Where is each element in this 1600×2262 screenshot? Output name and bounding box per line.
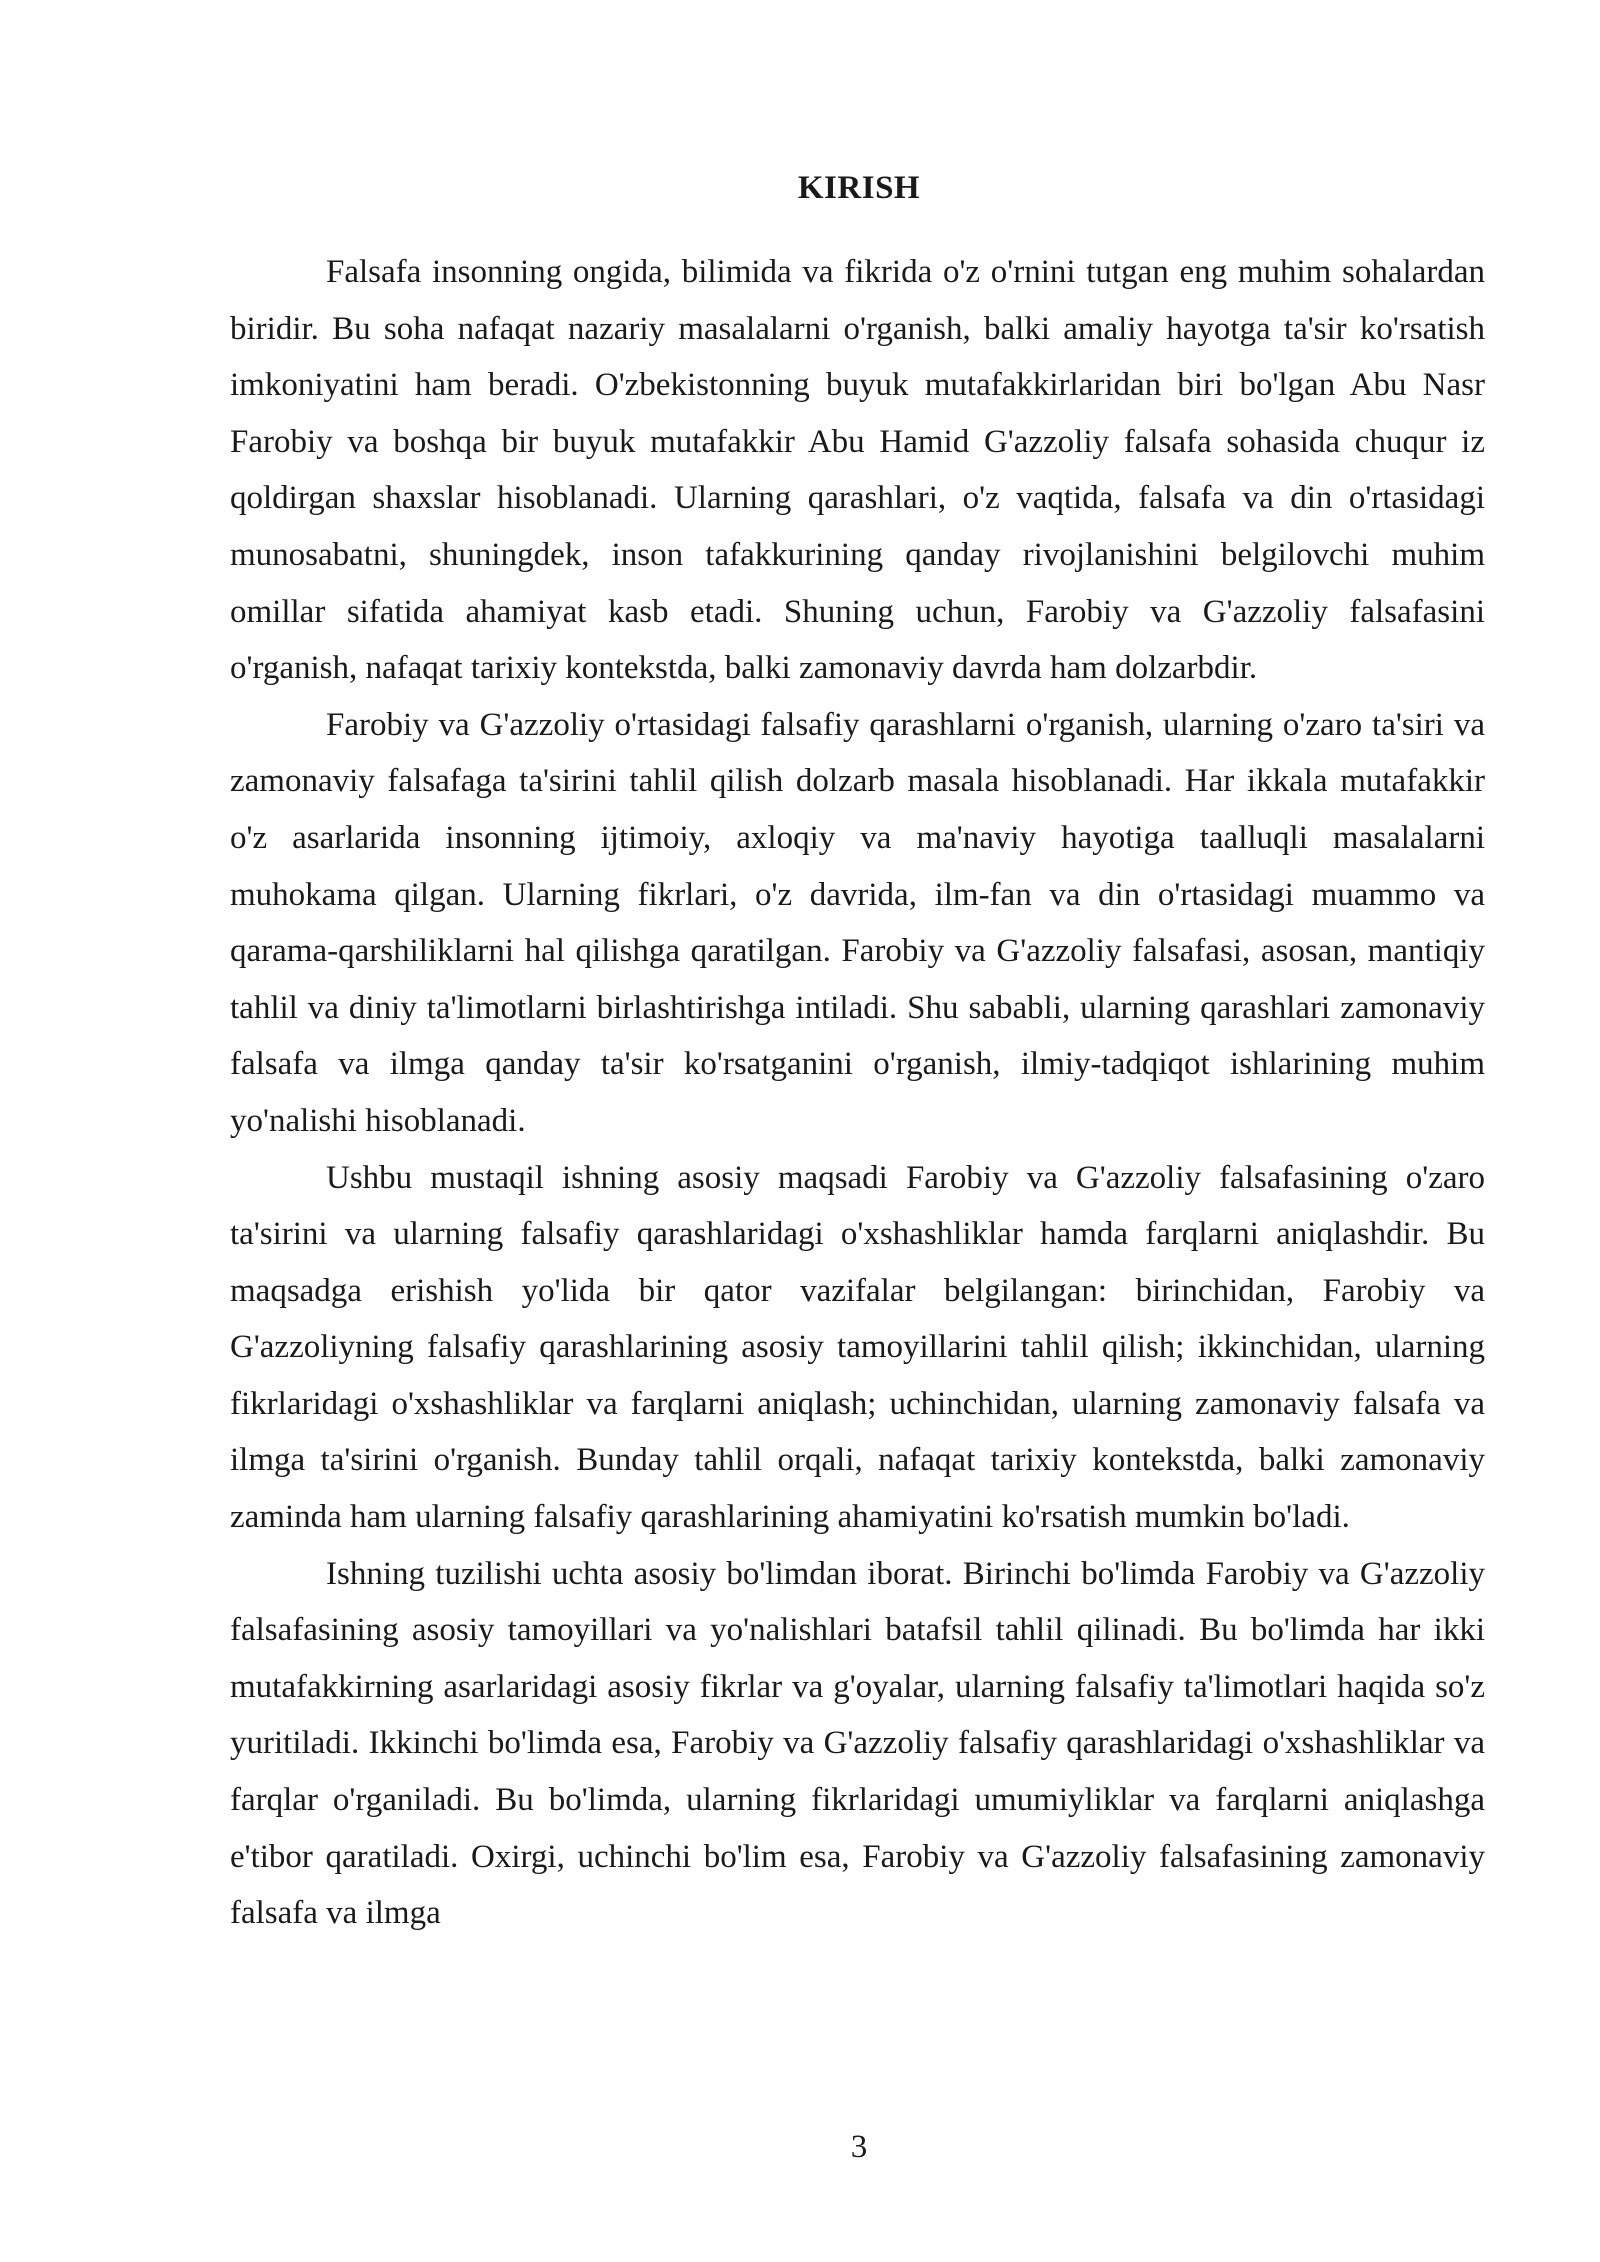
section-heading: KIRISH xyxy=(797,170,921,206)
paragraph: Ushbu mustaqil ishning asosiy maqsadi Farobiy va G'azzoliy falsafasining o'zaro ta'sirini va ularning falsafiy qarashlaridagi o'xshashliklar hamda farqlarni aniqlashdir. Bu maqsadga erishish yo'lida bir qator vazifalar belgilangan: birinchidan, Farobiy va G'azzoliyning falsafiy qarashlarining asosiy tamoyillarini tahlil qilish; ikkinchidan, ularning fikrlaridagi o'xshashliklar va farqlarni aniqlash; uchinchidan, ularning zamonaviy falsafa va ilmga ta'sirini o'rganish. Bunday tahlil orqali, nafaqat tarixiy kontekstda, balki zamonaviy zaminda ham ularning falsafiy qarashlarining ahamiyatini ko'rsatish mumkin bo'ladi. xyxy=(230,1159,1485,1536)
page-number: 3 xyxy=(850,2129,868,2165)
paragraph: Ishning tuzilishi uchta asosiy bo'limdan iborat. Birinchi bo'limda Farobiy va G'azzoliy falsafasining asosiy tamoyillari va yo'nalishlari batafsil tahlil qilinadi. Bu bo'limda har ikki mutafakkirning asarlaridagi asosiy fikrlar va g'oyalar, ularning falsafiy ta'limotlari haqida so'z yuritiladi. Ikkinchi bo'limda esa, Farobiy va G'azzoliy falsafiy qarashlaridagi o'xshashliklar va farqlar o'rganiladi. Bu bo'limda, ularning fikrlaridagi umumiyliklar va farqlarni aniqlashga e'tibor qaratiladi. Oxirgi, uchinchi bo'lim esa, Farobiy va G'azzoliy falsafasining zamonaviy falsafa va ilmga xyxy=(230,1555,1485,1932)
paragraph: Farobiy va G'azzoliy o'rtasidagi falsafiy qarashlarni o'rganish, ularning o'zaro ta'siri va zamonaviy falsafaga ta'sirini tahlil qilish dolzarb masala hisoblanadi. Har ikkala mutafakkir o'z asarlarida insonning ijtimoiy, axloqiy va ma'naviy hayotiga taalluqli masalalarni muhokama qilgan. Ularning fikrlari, o'z davrida, ilm-fan va din o'rtasidagi muammo va qarama-qarshiliklarni hal qilishga qaratilgan. Farobiy va G'azzoliy falsafasi, asosan, mantiqiy tahlil va diniy ta'limotlarni birlashtirishga intiladi. Shu sababli, ularning qarashlari zamonaviy falsafa va ilmga qanday ta'sir ko'rsatganini o'rganish, ilmiy-tadqiqot ishlarining muhim yo'nalishi hisoblanadi. xyxy=(230,706,1485,1139)
body-text xyxy=(230,244,1485,1942)
paragraph: Falsafa insonning ongida, bilimida va fikrida o'z o'rnini tutgan eng muhim sohalardan biridir. Bu soha nafaqat nazariy masalalarni o'rganish, balki amaliy hayotga ta'sir ko'rsatish imkoniyatini ham beradi. O'zbekistonning buyuk mutafakkirlaridan biri bo'lgan Abu Nasr Farobiy va boshqa bir buyuk mutafakkir Abu Hamid G'azzoliy falsafa sohasida chuqur iz qoldirgan shaxslar hisoblanadi. Ularning qarashlari, o'z vaqtida, falsafa va din o'rtasidagi munosabatni, shuningdek, inson tafakkurining qanday rivojlanishini belgilovchi muhim omillar sifatida ahamiyat kasb etadi. Shuning uchun, Farobiy va G'azzoliy falsafasini o'rganish, nafaqat tarixiy kontekstda, balki zamonaviy davrda ham dolzarbdir. xyxy=(230,254,1485,687)
